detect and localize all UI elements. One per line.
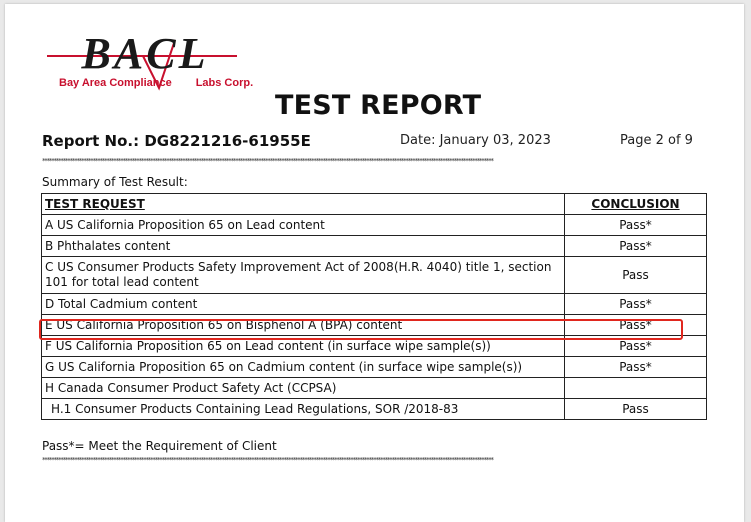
highlight-box xyxy=(39,319,683,340)
table-row xyxy=(42,257,707,294)
separator-bottom: **************************************************************************************************************************************************************************************************** xyxy=(42,457,493,464)
table-row xyxy=(42,399,707,420)
table-row xyxy=(42,378,707,399)
header-test-request: TEST REQUEST xyxy=(42,194,565,215)
page-number: Page 2 of 9 xyxy=(620,133,693,148)
table-row xyxy=(42,294,707,315)
row-request: E US California Proposition 65 on Bisphenol A (BPA) content xyxy=(42,315,565,336)
page-title: TEST REPORT xyxy=(275,90,482,121)
row-request: C US Consumer Products Safety Improvement Act of 2008(H.R. 4040) title 1, section 101 for total lead content xyxy=(42,257,565,294)
row-conclusion xyxy=(565,378,707,399)
row-request: B Phthalates content xyxy=(42,236,565,257)
table-header-row xyxy=(42,194,707,215)
report-meta xyxy=(42,132,702,152)
footnote: Pass*= Meet the Requirement of Client xyxy=(42,439,277,453)
bacl-logo xyxy=(47,26,254,100)
row-conclusion: Pass xyxy=(565,399,707,420)
header-conclusion: CONCLUSION xyxy=(565,194,707,215)
row-conclusion: Pass* xyxy=(565,294,707,315)
row-conclusion: Pass xyxy=(565,257,707,294)
separator-top: **************************************************************************************************************************************************************************************************** xyxy=(42,158,493,165)
logo-mark: BACL xyxy=(81,29,209,78)
row-conclusion: Pass* xyxy=(565,336,707,357)
logo-company-left: Bay Area Compliance xyxy=(59,77,172,89)
table-row xyxy=(42,215,707,236)
summary-label: Summary of Test Result: xyxy=(42,175,188,189)
row-request: H.1 Consumer Products Containing Lead Regulations, SOR /2018-83 xyxy=(42,399,565,420)
row-request: F US California Proposition 65 on Lead content (in surface wipe sample(s)) xyxy=(42,336,565,357)
table-row xyxy=(42,357,707,378)
row-request: G US California Proposition 65 on Cadmium content (in surface wipe sample(s)) xyxy=(42,357,565,378)
report-date: Date: January 03, 2023 xyxy=(400,133,551,148)
row-request: A US California Proposition 65 on Lead content xyxy=(42,215,565,236)
report-page xyxy=(5,4,744,522)
report-number: Report No.: DG8221216-61955E xyxy=(42,132,311,150)
row-conclusion: Pass* xyxy=(565,236,707,257)
row-conclusion: Pass* xyxy=(565,357,707,378)
results-table xyxy=(41,193,707,420)
row-request: D Total Cadmium content xyxy=(42,294,565,315)
row-request: H Canada Consumer Product Safety Act (CCPSA) xyxy=(42,378,565,399)
logo-company-name xyxy=(59,77,253,89)
row-conclusion: Pass* xyxy=(565,315,707,336)
table-row xyxy=(42,236,707,257)
logo-company-right: Labs Corp. xyxy=(195,77,254,89)
row-conclusion: Pass* xyxy=(565,215,707,236)
